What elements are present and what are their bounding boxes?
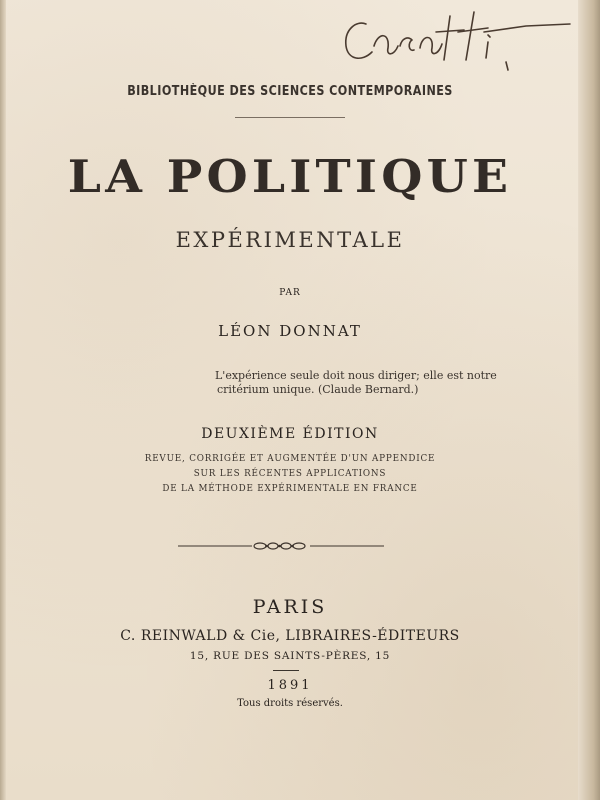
publisher-address: 15, RUE DES SAINTS-PÈRES, 15 <box>189 650 391 662</box>
page-edge <box>578 0 600 800</box>
publisher-name: C. REINWALD & Cie, LIBRAIRES-ÉDITEURS <box>120 628 460 644</box>
edition-line: DE LA MÉTHODE EXPÉRIMENTALE EN FRANCE <box>162 484 418 494</box>
author-name: LÉON DONNAT <box>218 322 362 340</box>
rights-notice: Tous droits réservés. <box>237 698 343 709</box>
ornament-rule <box>178 538 384 552</box>
edition-line: SUR LES RÉCENTES APPLICATIONS <box>193 469 387 479</box>
handwritten-signature <box>338 2 578 87</box>
epigraph <box>215 369 497 397</box>
book-subtitle: EXPÉRIMENTALE <box>175 228 405 252</box>
epigraph-line: critérium unique. (Claude Bernard.) <box>217 383 419 396</box>
book-title: LA POLITIQUE <box>67 150 513 203</box>
edition-details <box>0 452 580 497</box>
by-label: PAR <box>279 288 301 298</box>
publication-city: PARIS <box>252 596 328 618</box>
edition-heading: DEUXIÈME ÉDITION <box>201 426 379 442</box>
epigraph-line: L'expérience seule doit nous diriger; elle est notre <box>215 369 497 382</box>
divider-rule <box>235 117 345 118</box>
edition-line: REVUE, CORRIGÉE ET AUGMENTÉE D'UN APPENDICE <box>144 454 436 464</box>
divider-rule <box>273 670 299 671</box>
publication-year: 1891 <box>267 678 313 693</box>
series-title: BIBLIOTHÈQUE DES SCIENCES CONTEMPORAINES <box>127 84 453 99</box>
